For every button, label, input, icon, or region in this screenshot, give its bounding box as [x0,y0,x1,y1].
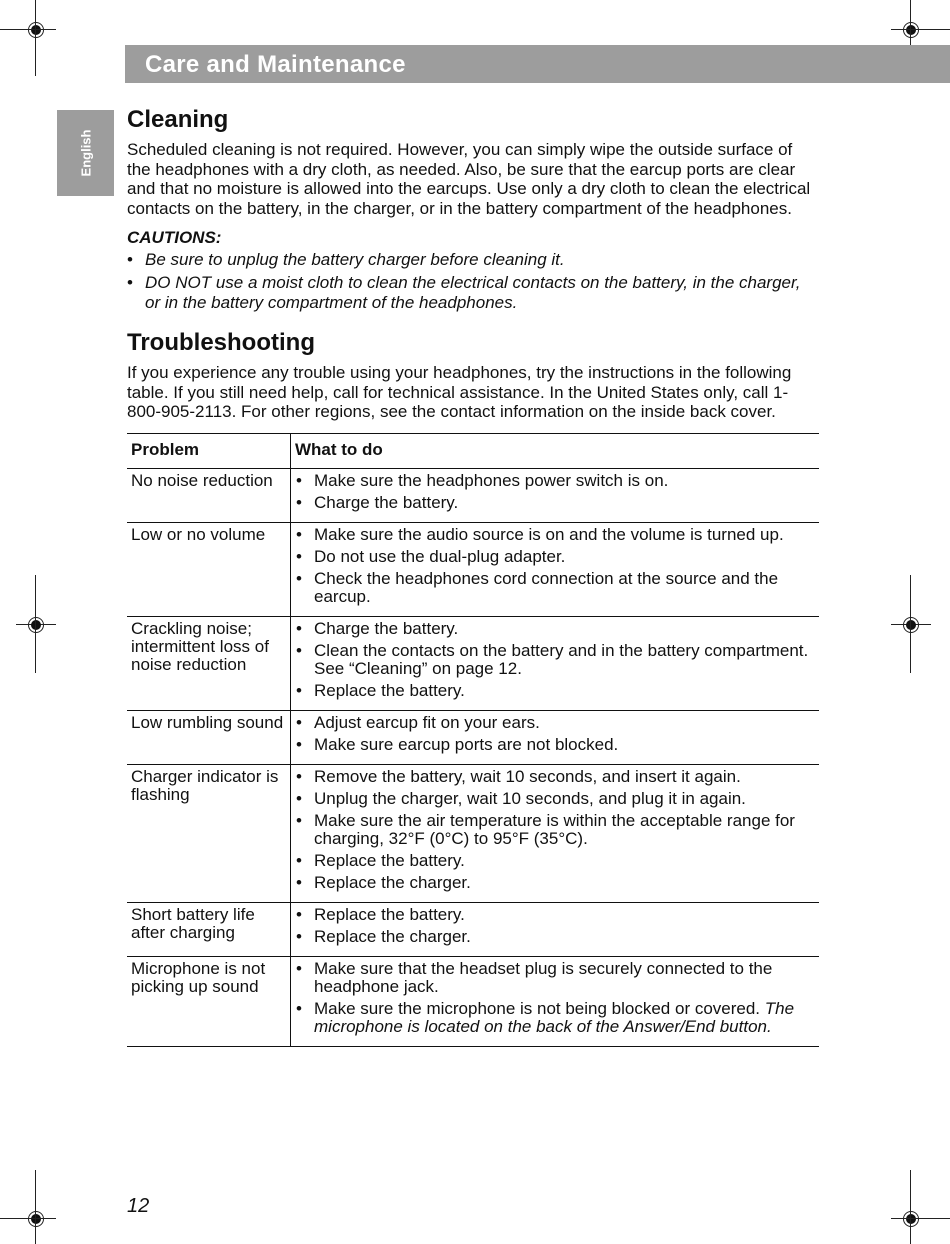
solution-item [295,620,819,638]
solution-item [295,682,819,700]
crop-line-mid-left-v [35,575,36,673]
registration-mark-top-right [891,10,931,50]
table-row [127,522,819,616]
cleaning-heading: Cleaning [127,106,229,133]
registration-mark-top-left [16,10,56,50]
solution-item [295,642,819,678]
solution-item [295,812,819,848]
solution-item [295,928,819,946]
solution-cell [291,902,820,956]
solution-cell [291,710,820,764]
solution-text: Make sure the audio source is on and the volume is turned up. [314,524,784,544]
solution-text: Make sure that the headset plug is securely connected to the headphone jack. [314,958,773,996]
solution-list [295,472,819,512]
troubleshooting-paragraph: If you experience any trouble using your headphones, try the instructions in the following table. If you still need help, call for technical assistance. In the United States only, call 1-800-905-2113. For other regions, see the contact information on the inside back cover. [127,363,792,421]
problem-cell: Crackling noise; intermittent loss of noise reduction [127,616,291,710]
solution-item [295,494,819,512]
solution-item [295,906,819,924]
solution-list [295,960,819,1036]
solution-item [295,874,819,892]
language-tab [57,110,114,196]
solution-text: Make sure the headphones power switch is on. [314,470,669,490]
solution-text: Clean the contacts on the battery and in the battery compartment. See “Cleaning” on page 12. [314,640,809,678]
solution-text: Adjust earcup fit on your ears. [314,712,540,732]
solution-item [295,1000,819,1036]
problem-cell: Short battery life after charging [127,902,291,956]
crop-line-top-left-h [0,29,55,30]
table-header-row [127,433,819,468]
solution-text: Replace the battery. [314,680,465,700]
crop-line-bottom-right-h [892,1218,950,1219]
table-row [127,616,819,710]
crop-line-top-left-v [35,0,36,76]
crop-line-mid-right-v [910,575,911,673]
solution-cell [291,764,820,902]
table-row [127,956,819,1046]
solution-item [295,548,819,566]
solution-text: Check the headphones cord connection at the source and the earcup. [314,568,779,606]
section-header-bar [125,45,950,83]
solution-text: Make sure earcup ports are not blocked. [314,734,619,754]
table-row [127,902,819,956]
problem-cell: Charger indicator is flashing [127,764,291,902]
solution-note: The microphone is located on the back of the Answer/End button. [314,998,795,1036]
solution-list [295,620,819,700]
page-content [127,106,819,1047]
solution-text: Replace the battery. [314,850,465,870]
cautions-heading: CAUTIONS: [127,228,222,247]
table-row [127,710,819,764]
solution-item [295,790,819,808]
section-title: Care and Maintenance [145,51,406,78]
solution-text: Replace the battery. [314,904,465,924]
solution-item [295,736,819,754]
solution-text: Make sure the air temperature is within the acceptable range for charging, 32°F (0°C) to 95°F (35°C). [314,810,795,848]
crop-line-bottom-right-v [910,1170,911,1244]
troubleshooting-heading: Troubleshooting [127,329,315,356]
column-header-problem: Problem [127,433,291,468]
solution-item [295,768,819,786]
column-header-what-to-do: What to do [295,439,383,459]
solution-cell [291,616,820,710]
table-row [127,764,819,902]
solution-item [295,960,819,996]
solution-list [295,768,819,892]
solution-text: Replace the charger. [314,872,471,892]
registration-mark-bottom-right [891,1199,931,1239]
solution-list [295,714,819,754]
crop-line-bottom-left-h [0,1218,55,1219]
problem-cell: No noise reduction [127,468,291,522]
solution-cell [291,956,820,1046]
troubleshooting-table [127,433,819,1047]
solution-list [295,906,819,946]
registration-mark-mid-left [16,605,56,645]
solution-item [295,526,819,544]
solution-text: Charge the battery. [314,618,459,638]
page-number: 12 [127,1195,150,1217]
problem-cell: Low rumbling sound [127,710,291,764]
solution-text: Remove the battery, wait 10 seconds, and insert it again. [314,766,741,786]
solution-list [295,526,819,606]
solution-text: Unplug the charger, wait 10 seconds, and plug it in again. [314,788,746,808]
solution-item [295,570,819,606]
cautions-list [127,250,819,313]
solution-item [295,852,819,870]
problem-cell: Microphone is not picking up sound [127,956,291,1046]
registration-mark-mid-right [891,605,931,645]
solution-text: Charge the battery. [314,492,459,512]
caution-item: • DO NOT use a moist cloth to clean the electrical contacts on the battery, in the charger, or in the battery compartment of the headphones. [127,273,819,313]
registration-mark-bottom-left [16,1199,56,1239]
problem-cell: Low or no volume [127,522,291,616]
crop-line-top-right-h [892,29,950,30]
cleaning-paragraph: Scheduled cleaning is not required. However, you can simply wipe the outside surface of the headphones with a dry cloth, as needed. Also, be sure that the earcup ports are clear and that no moisture is allowed into the earcups. Use only a dry cloth to clean the electrical contacts on the battery, in the charger, or in the battery compartment of the headphones. [127,140,811,218]
solution-cell [291,522,820,616]
solution-text: Replace the charger. [314,926,471,946]
crop-line-bottom-left-v [35,1170,36,1244]
solution-item [295,472,819,490]
caution-item: • Be sure to unplug the battery charger before cleaning it. [127,250,819,270]
table-row [127,468,819,522]
solution-text: Make sure the microphone is not being blocked or covered. [314,998,761,1018]
solution-cell [291,468,820,522]
language-tab-label: English [78,129,93,177]
solution-item [295,714,819,732]
solution-text: Do not use the dual-plug adapter. [314,546,566,566]
